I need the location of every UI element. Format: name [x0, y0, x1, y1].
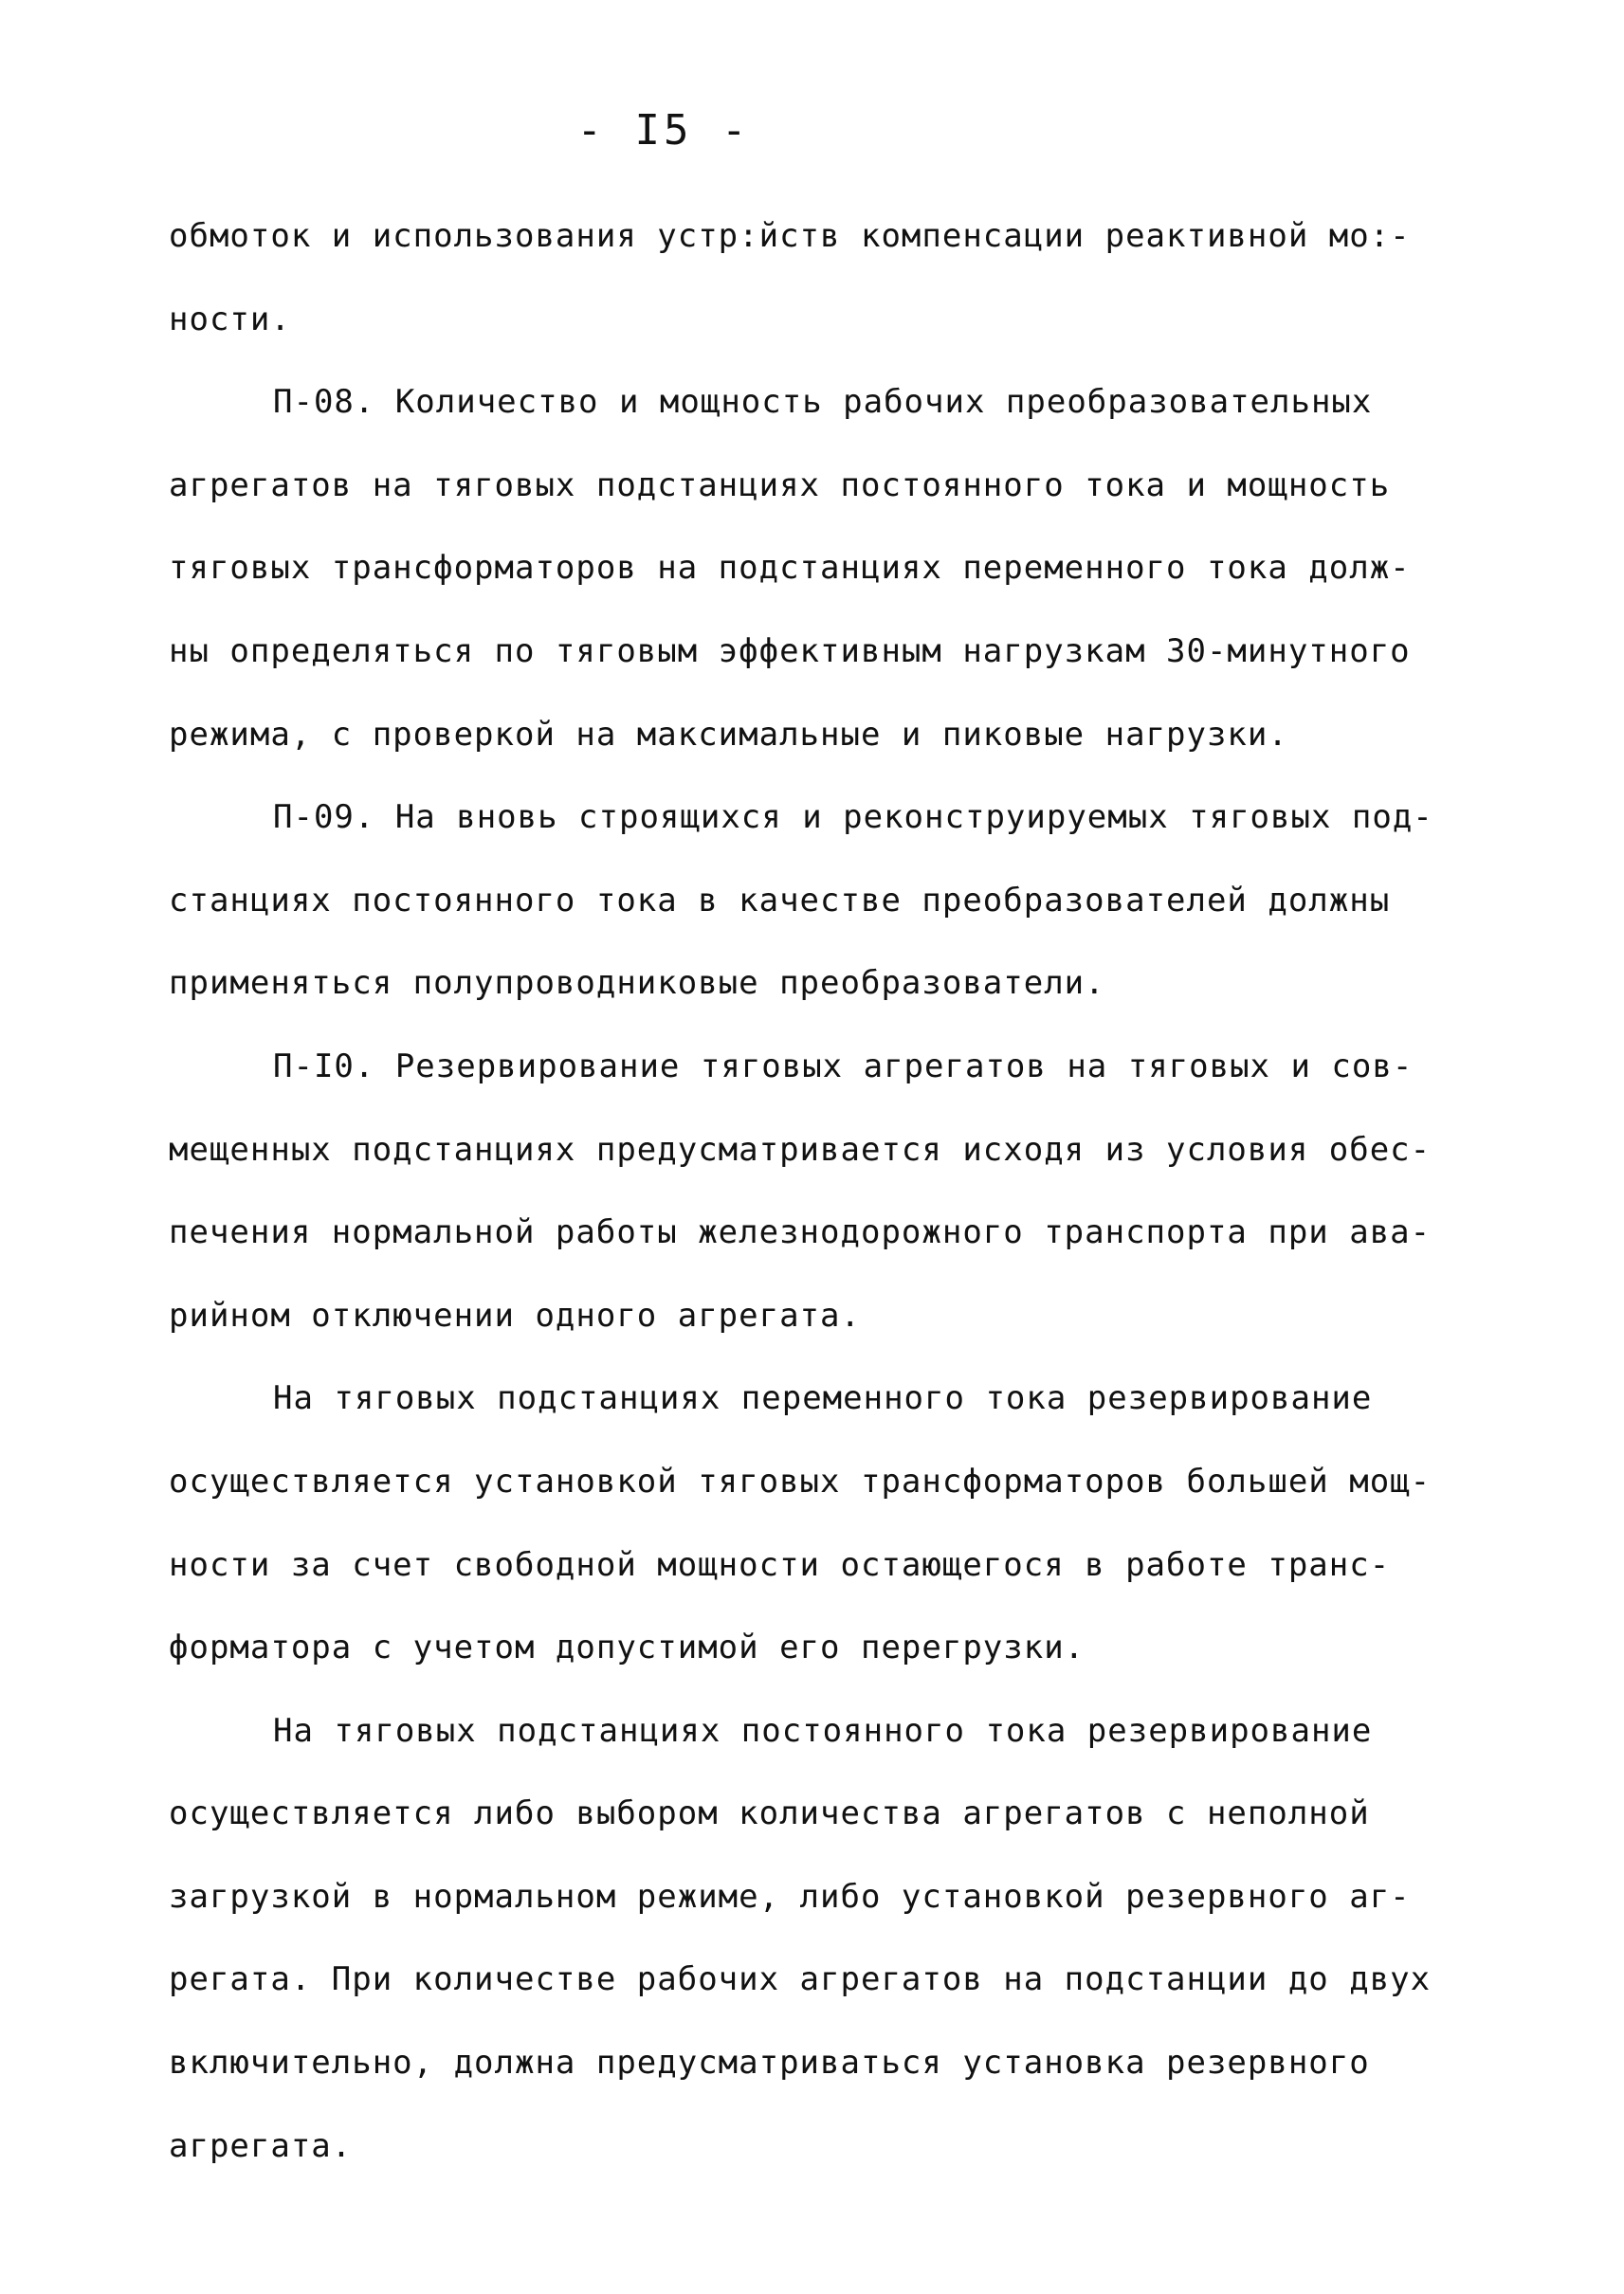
text-line: осуществляется установкой тяговых трансформаторов большей мощ-: [169, 1462, 1432, 1501]
text-line: П-I0. Резервирование тяговых агрегатов на тяговых и сов-: [273, 1047, 1414, 1085]
text-line: ности за счет свободной мощности остающегося в работе транс-: [169, 1545, 1391, 1584]
text-line: включительно, должна предусматриваться установка резервного: [169, 2044, 1370, 2083]
text-line: режима, с проверкой на максимальные и пиковые нагрузки.: [169, 715, 1288, 754]
text-line: агрегатов на тяговых подстанциях постоянного тока и мощность: [169, 465, 1391, 504]
text-line: На тяговых подстанциях переменного тока резервирование: [273, 1379, 1373, 1418]
text-line: рийном отключении одного агрегата.: [169, 1296, 861, 1335]
paragraph-p08: [169, 361, 1515, 776]
text-line: регата. При количестве рабочих агрегатов на подстанции до двух: [169, 1960, 1432, 1999]
text-line: ности.: [169, 300, 291, 338]
page-number: - I5 -: [576, 106, 751, 155]
paragraph-p09: [169, 776, 1515, 1026]
paragraph-continuation: [169, 195, 1515, 361]
paragraph-dc-reserve: [169, 1690, 1515, 2189]
text-line: форматора с учетом допустимой его перегрузки.: [169, 1629, 1086, 1667]
text-line: станциях постоянного тока в качестве преобразователей должны: [169, 881, 1391, 919]
paragraph-ac-reserve: [169, 1357, 1515, 1689]
text-line: На тяговых подстанциях постоянного тока резервирование: [273, 1711, 1373, 1750]
text-line: П-08. Количество и мощность рабочих преобразовательных: [273, 383, 1373, 422]
text-line: печения нормальной работы железнодорожного транспорта при ава-: [169, 1213, 1432, 1252]
text-line: ны определяться по тяговым эффективным нагрузкам 30-минутного: [169, 631, 1411, 670]
text-line: осуществляется либо выбором количества агрегатов с неполной: [169, 1794, 1370, 1833]
paragraph-p10: [169, 1026, 1515, 1357]
text-line: агрегата.: [169, 2126, 353, 2165]
text-line: П-09. На вновь строящихся и реконструируемых тяговых под-: [273, 798, 1433, 837]
text-line: тяговых трансформаторов на подстанциях переменного тока долж-: [169, 549, 1411, 588]
text-line: применяться полупроводниковые преобразователи.: [169, 964, 1105, 1003]
text-line: загрузкой в нормальном режиме, либо установкой резервного аг-: [169, 1877, 1411, 1916]
text-line: обмоток и использования устр:йств компенсации реактивной мо:-: [169, 217, 1411, 255]
text-line: мещенных подстанциях предусматривается исходя из условия обес-: [169, 1130, 1432, 1169]
document-body: [169, 195, 1515, 2188]
